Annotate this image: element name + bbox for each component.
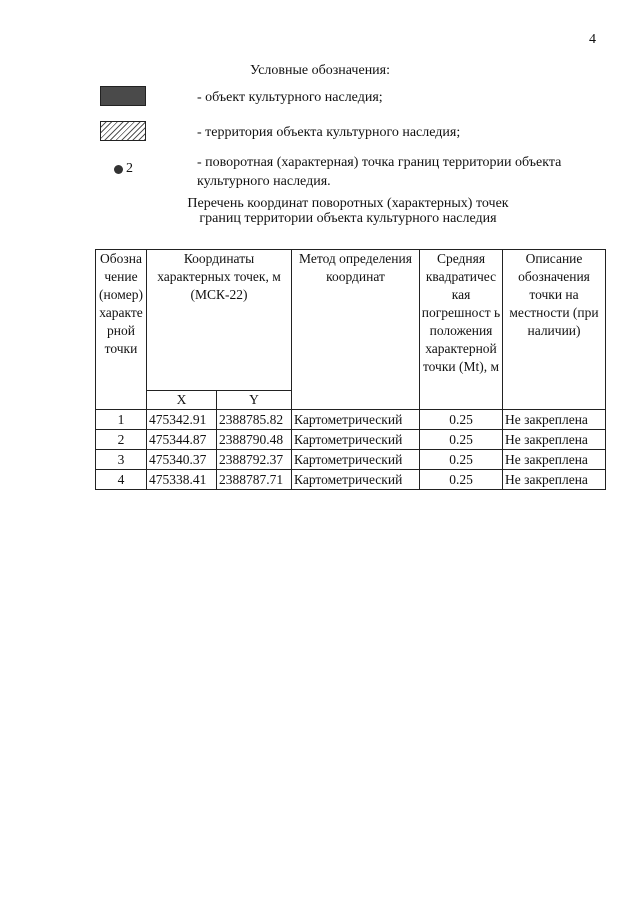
cell-description: Не закреплена [503,430,606,450]
cell-y: 2388787.71 [217,470,292,490]
header-error: Средняя квадратичес кая погрешност ь положения характерной точки (Mt), м [420,250,503,410]
table-row [96,470,606,490]
header-description: Описание обозначения точки на местности (при наличии) [503,250,606,410]
list-title-line-2: границ территории объекта культурного наследия [199,211,497,226]
header-method: Метод определения координат [292,250,420,410]
cell-x: 475338.41 [147,470,217,490]
list-title [0,196,640,226]
cell-point-number: 2 [96,430,147,450]
turning-point-symbol [114,161,133,177]
cell-error: 0.25 [420,430,503,450]
cell-y: 2388785.82 [217,410,292,430]
header-y: Y [217,391,292,410]
cell-method: Картометрический [292,470,420,490]
cell-method: Картометрический [292,450,420,470]
table-row [96,450,606,470]
cell-method: Картометрический [292,430,420,450]
header-x: X [147,391,217,410]
cell-error: 0.25 [420,470,503,490]
header-designation: Обозна чение (номер) характе рной точки [96,250,147,410]
cell-description: Не закреплена [503,450,606,470]
legend-item-turning-point: - поворотная (характерная) точка границ территории объекта культурного наследия. [197,155,562,189]
cell-y: 2388790.48 [217,430,292,450]
cell-x: 475342.91 [147,410,217,430]
table-row [96,410,606,430]
header-coordinates: Координаты характерных точек, м (МСК-22) [147,250,292,391]
legend-item-heritage-territory: - территория объекта культурного наследия; [197,125,461,140]
cell-point-number: 1 [96,410,147,430]
table-row [96,430,606,450]
point-dot-icon [114,165,123,174]
cell-point-number: 4 [96,470,147,490]
legend-item-heritage-object: - объект культурного наследия; [197,90,383,105]
cell-error: 0.25 [420,450,503,470]
cell-description: Не закреплена [503,410,606,430]
cell-y: 2388792.37 [217,450,292,470]
cell-method: Картометрический [292,410,420,430]
cell-point-number: 3 [96,450,147,470]
heritage-territory-symbol [100,121,146,141]
heritage-object-symbol [100,86,146,106]
point-symbol-label: 2 [126,161,133,176]
legend-title: Условные обозначения: [249,63,391,78]
cell-description: Не закреплена [503,470,606,490]
coordinates-table [95,249,606,490]
cell-error: 0.25 [420,410,503,430]
list-title-line-1: Перечень координат поворотных (характерных) точек [187,196,509,211]
cell-x: 475340.37 [147,450,217,470]
cell-x: 475344.87 [147,430,217,450]
page-number: 4 [589,32,596,47]
